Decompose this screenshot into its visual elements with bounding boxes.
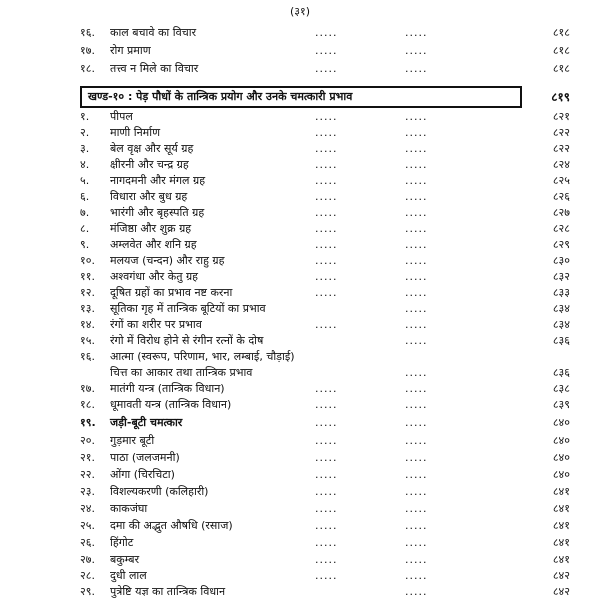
dot-leader: .....	[405, 434, 428, 447]
entry-page: ८३२	[552, 270, 570, 283]
dot-leader: .....	[405, 286, 428, 299]
toc-entry	[0, 108, 600, 125]
toc-entry	[0, 188, 600, 205]
dot-leader: .....	[315, 110, 338, 123]
dot-leader: .....	[405, 519, 428, 532]
entry-number: १८.	[80, 398, 95, 411]
entry-title: ओंगा (चिरचिटा)	[110, 468, 175, 481]
dot-leader: .....	[405, 174, 428, 187]
toc-entry	[0, 583, 600, 600]
dot-leader: .....	[405, 398, 428, 411]
dot-leader: .....	[315, 158, 338, 171]
dot-leader: .....	[405, 468, 428, 481]
entry-title: बकुम्बर	[110, 553, 140, 566]
dot-leader: .....	[315, 451, 338, 464]
dot-leader: .....	[315, 502, 338, 515]
entry-title: काकजंघा	[110, 502, 148, 515]
toc-entry	[0, 534, 600, 551]
dot-leader: .....	[405, 110, 428, 123]
dot-leader: .....	[315, 318, 338, 331]
toc-entry	[0, 300, 600, 317]
entry-page: ८१८	[552, 44, 570, 57]
entry-page: ८४०	[552, 434, 570, 447]
entry-title: क्षीरनी और चन्द्र ग्रह	[110, 158, 189, 171]
entry-title: मंजिष्ठा और शुक्र ग्रह	[110, 222, 192, 235]
entry-title: काल बचावे का विचार	[110, 26, 197, 39]
entry-number: ११.	[80, 270, 95, 283]
dot-leader: .....	[405, 238, 428, 251]
entry-title: बेल वृक्ष और सूर्य ग्रह	[110, 142, 194, 155]
entry-page: ८३९	[552, 398, 570, 411]
toc-entry	[0, 204, 600, 221]
entry-page: ८२७	[552, 206, 570, 219]
entry-number: ३.	[80, 142, 90, 155]
entry-page: ८२५	[552, 174, 570, 187]
entry-title: माणी निर्माण	[110, 126, 161, 139]
dot-leader: .....	[315, 434, 338, 447]
toc-entry	[0, 124, 600, 141]
toc-entry	[0, 348, 600, 365]
entry-number: २३.	[80, 485, 95, 498]
entry-number: २२.	[80, 468, 95, 481]
dot-leader: .....	[315, 382, 338, 395]
dot-leader: .....	[405, 536, 428, 549]
entry-number: १३.	[80, 302, 95, 315]
entry-number: २९.	[80, 585, 95, 598]
entry-page: ८१८	[552, 62, 570, 75]
entry-page: ८४२	[552, 569, 570, 582]
toc-entry	[0, 517, 600, 534]
dot-leader: .....	[315, 553, 338, 566]
toc-entry	[0, 172, 600, 189]
entry-title: विधारा और बुध ग्रह	[110, 190, 188, 203]
entry-title: दुधी लाल	[110, 569, 147, 582]
entry-title: पीपल	[110, 110, 133, 123]
entry-title: पाठा (जलजमनी)	[110, 451, 180, 464]
page-number: (३१)	[289, 5, 311, 18]
entry-number: १५.	[80, 334, 95, 347]
entry-page: ८४१	[552, 502, 570, 515]
entry-number: १६.	[80, 350, 95, 363]
entry-title: रंगो में विरोध होने से रंगीन रत्नों के दोष	[110, 334, 264, 347]
entry-page: ८२६	[552, 190, 570, 203]
dot-leader: .....	[405, 254, 428, 267]
entry-title: दमा की अद्भुत औषधि (रसाज)	[110, 519, 233, 532]
dot-leader: .....	[315, 536, 338, 549]
toc-entry	[0, 284, 600, 301]
entry-title: भारंगी और बृहस्पति ग्रह	[110, 206, 205, 219]
dot-leader: .....	[405, 318, 428, 331]
dot-leader: .....	[315, 286, 338, 299]
dot-leader: .....	[405, 416, 428, 429]
entry-page: ८२९	[552, 238, 570, 251]
entry-page: ८४१	[552, 553, 570, 566]
entry-page: ८४०	[552, 451, 570, 464]
entry-number: ४.	[80, 158, 90, 171]
dot-leader: .....	[315, 190, 338, 203]
entry-number: १८.	[80, 62, 95, 75]
entry-number: १९.	[80, 416, 96, 429]
dot-leader: .....	[315, 238, 338, 251]
toc-entry	[0, 236, 600, 253]
entry-title: रंगों का शरीर पर प्रभाव	[110, 318, 202, 331]
toc-entry	[0, 252, 600, 269]
dot-leader: .....	[405, 126, 428, 139]
entry-title: नागदमनी और मंगल ग्रह	[110, 174, 206, 187]
dot-leader: .....	[405, 190, 428, 203]
dot-leader: .....	[405, 585, 428, 598]
entry-title: दूषित ग्रहों का प्रभाव नष्ट करना	[110, 286, 233, 299]
entry-number: २५.	[80, 519, 95, 532]
toc-entry	[0, 60, 600, 77]
entry-page: ८३४	[552, 318, 570, 331]
toc-entry	[0, 140, 600, 157]
entry-title: मातंगी यन्त्र (तान्त्रिक विधान)	[110, 382, 225, 395]
dot-leader: .....	[315, 270, 338, 283]
dot-leader: .....	[405, 142, 428, 155]
entry-title: गुड़मार बूटी	[110, 434, 155, 447]
entry-page: ८३३	[552, 286, 570, 299]
toc-entry	[0, 24, 600, 41]
entry-number: ९.	[80, 238, 90, 251]
toc-entry	[0, 432, 600, 449]
dot-leader: .....	[315, 416, 338, 429]
entry-page: ८३६	[552, 334, 570, 347]
entry-number: २०.	[80, 434, 95, 447]
dot-leader: .....	[405, 44, 428, 57]
toc-entry	[0, 449, 600, 466]
entry-title: आत्मा (स्वरूप, परिणाम, भार, लम्बाई, चौड़ाई)	[110, 350, 295, 363]
toc-entry-continuation	[0, 364, 600, 381]
section-heading-box	[80, 86, 522, 108]
dot-leader: .....	[315, 222, 338, 235]
toc-entry	[0, 500, 600, 517]
dot-leader: .....	[405, 26, 428, 39]
entry-title: मलयज (चन्दन) और राहु ग्रह	[110, 254, 225, 267]
dot-leader: .....	[405, 334, 428, 347]
entry-page: ८४०	[552, 468, 570, 481]
dot-leader: .....	[315, 485, 338, 498]
entry-number: ८.	[80, 222, 90, 235]
entry-title: जड़ी-बूटी चमत्कार	[110, 416, 183, 429]
entry-number: १०.	[80, 254, 95, 267]
dot-leader: .....	[405, 206, 428, 219]
entry-number: १.	[80, 110, 90, 123]
toc-entry	[0, 483, 600, 500]
entry-title: अम्लवेत और शनि ग्रह	[110, 238, 197, 251]
entry-title: धूमावती यन्त्र (तान्त्रिक विधान)	[110, 398, 232, 411]
dot-leader: .....	[315, 62, 338, 75]
dot-leader: .....	[315, 569, 338, 582]
entry-page: ८४१	[552, 485, 570, 498]
entry-title: हिंगोट	[110, 536, 134, 549]
dot-leader: .....	[315, 44, 338, 57]
entry-title: चित्त का आकार तथा तान्त्रिक प्रभाव	[110, 366, 253, 379]
entry-page: ८३६	[552, 366, 570, 379]
dot-leader: .....	[315, 468, 338, 481]
dot-leader: .....	[315, 142, 338, 155]
entry-number: १४.	[80, 318, 95, 331]
toc-entry	[0, 551, 600, 568]
toc-entry	[0, 332, 600, 349]
entry-page: ८३४	[552, 302, 570, 315]
dot-leader: .....	[315, 174, 338, 187]
entry-title: पुत्रेष्टि यज्ञ का तान्त्रिक विधान	[110, 585, 226, 598]
dot-leader: .....	[405, 451, 428, 464]
dot-leader: .....	[315, 126, 338, 139]
entry-page: ८२४	[552, 158, 570, 171]
toc-entry	[0, 414, 600, 431]
entry-page: ८१८	[552, 26, 570, 39]
dot-leader: .....	[315, 26, 338, 39]
entry-number: १६.	[80, 26, 95, 39]
dot-leader: .....	[405, 366, 428, 379]
dot-leader: .....	[315, 519, 338, 532]
entry-page: ८४१	[552, 519, 570, 532]
dot-leader: .....	[315, 254, 338, 267]
dot-leader: .....	[405, 302, 428, 315]
toc-entry	[0, 567, 600, 584]
dot-leader: .....	[405, 485, 428, 498]
dot-leader: .....	[405, 62, 428, 75]
section-page: ८१९	[551, 90, 570, 104]
dot-leader: .....	[315, 206, 338, 219]
entry-page: ८२२	[552, 142, 570, 155]
entry-number: २७.	[80, 553, 95, 566]
entry-page: ८४२	[552, 585, 570, 598]
dot-leader: .....	[405, 382, 428, 395]
entry-number: ७.	[80, 206, 90, 219]
entry-number: २१.	[80, 451, 95, 464]
entry-number: ६.	[80, 190, 90, 203]
dot-leader: .....	[405, 222, 428, 235]
toc-entry	[0, 220, 600, 237]
entry-page: ८४०	[552, 416, 570, 429]
entry-page: ८४१	[552, 536, 570, 549]
entry-page: ८३०	[552, 254, 570, 267]
dot-leader: .....	[315, 398, 338, 411]
dot-leader: .....	[405, 553, 428, 566]
dot-leader: .....	[405, 158, 428, 171]
entry-page: ८२१	[552, 110, 570, 123]
toc-entry	[0, 316, 600, 333]
entry-page: ८२८	[552, 222, 570, 235]
dot-leader: .....	[405, 569, 428, 582]
entry-title: सूतिका गृह में तान्त्रिक बूटियों का प्रभाव	[110, 302, 266, 315]
entry-title: रोग प्रमाण	[110, 44, 151, 57]
entry-title: विशल्यकरणी (कलिहारी)	[110, 485, 209, 498]
entry-number: ५.	[80, 174, 90, 187]
entry-page: ८२२	[552, 126, 570, 139]
entry-number: १२.	[80, 286, 95, 299]
entry-title: तत्त्व न मिले का विचार	[110, 62, 199, 75]
entry-number: २४.	[80, 502, 95, 515]
section-title: खण्ड-१० : पेड़ पौधों के तान्त्रिक प्रयोग और उनके चमत्कारी प्रभाव	[88, 90, 353, 103]
entry-number: १७.	[80, 44, 95, 57]
entry-number: २६.	[80, 536, 95, 549]
entry-number: २८.	[80, 569, 95, 582]
toc-entry	[0, 42, 600, 59]
entry-page: ८३८	[552, 382, 570, 395]
toc-entry	[0, 268, 600, 285]
dot-leader: .....	[405, 502, 428, 515]
dot-leader: .....	[405, 270, 428, 283]
entry-title: अश्वगंधा और केतु ग्रह	[110, 270, 199, 283]
toc-entry	[0, 380, 600, 397]
toc-entry	[0, 396, 600, 413]
entry-number: १७.	[80, 382, 95, 395]
entry-number: २.	[80, 126, 90, 139]
toc-entry	[0, 466, 600, 483]
toc-entry	[0, 156, 600, 173]
